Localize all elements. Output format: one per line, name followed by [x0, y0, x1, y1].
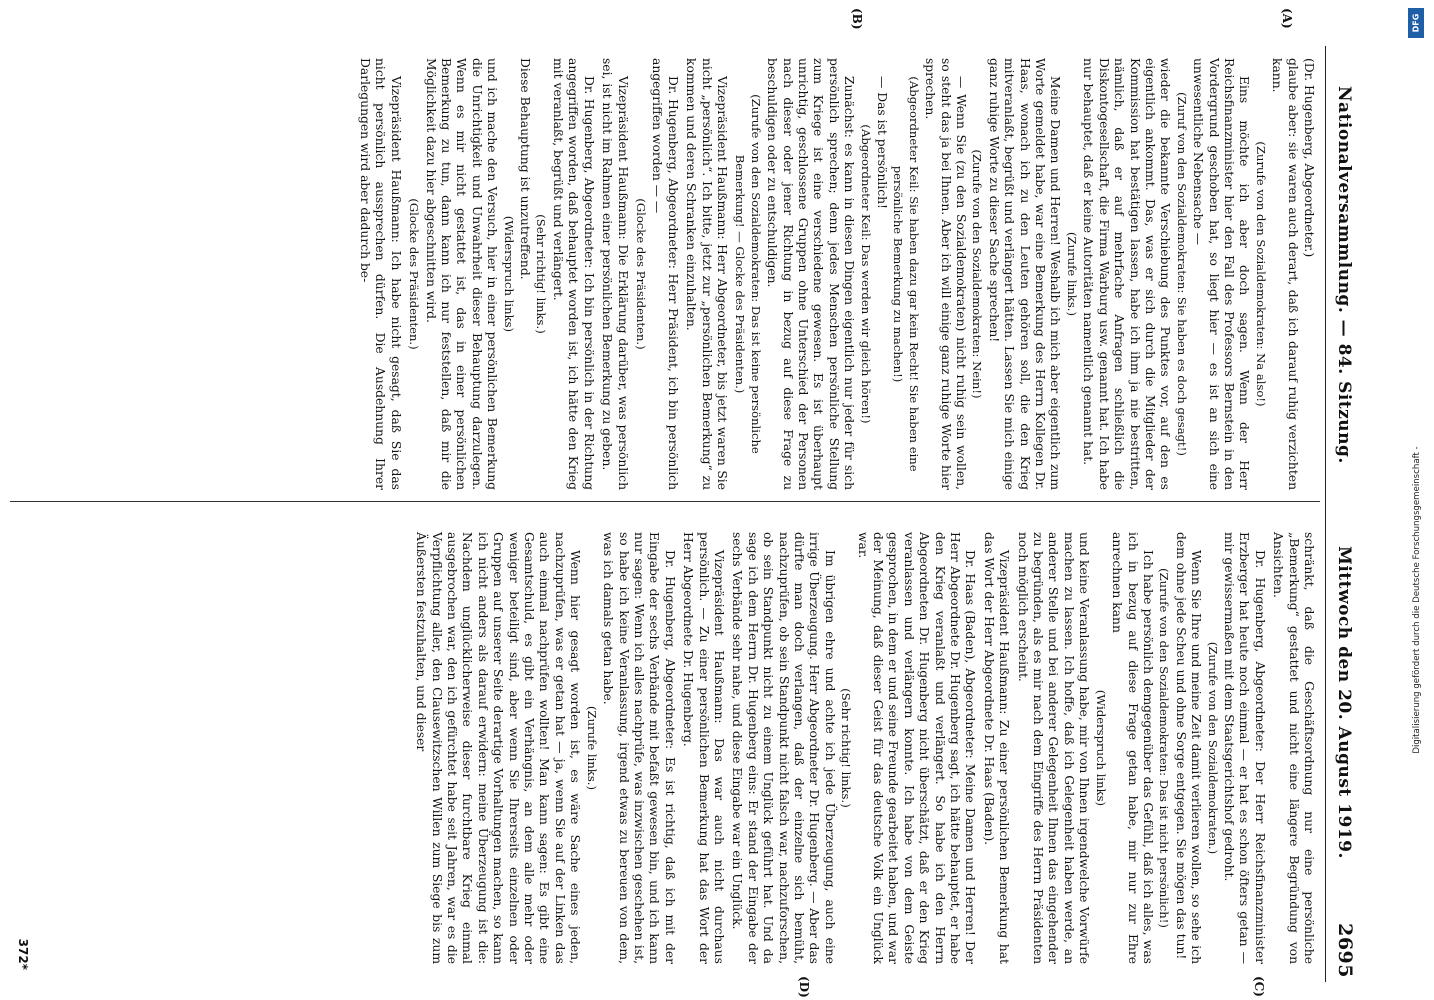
paragraph: Meine Damen und Herren! Weshalb ich mich aber eigentlich zum Worte gemeldet habe, war eine Bemerkung des Herrn Kollegen Dr. Haas, wonach ich zu den Leuten gehören soll, die den Krieg mitveranlaßt, begrüßt und verlängert hätten. Lassen Sie mich einige ganz ruhige Worte zu dieser Sache sprechen! [986, 58, 1063, 490]
paragraph: Dr. Haas (Baden), Abgeordneter: Meine Damen und Herren! Der Herr Abgeordnete Dr. Hugenberg sagt, ich hätte behauptet, er habe den Krieg veranlaßt und verlängert. So habe ich den Herrn Abgeordneten Dr. Hugenberg nicht überschätzt, daß er den Krieg veranlassen und verlängern konnte. Ich habe von dem Geiste gesprochen, in dem er und seine Freunde gearbeitet haben, und war der Meinung, daß dieser Geist für das deutsche Volk ein Unglück war. [855, 532, 978, 964]
interjection: (Zurufe links.) [1064, 232, 1079, 316]
credit-text: Digitalisierung gefördert durch die Deutsche Forschungsgemeinschaft - [1412, 446, 1422, 754]
paragraph: Wenn hier gesagt worden ist, es wäre Sache eines jeden, nachzuprüfen, was er getan hat — ja, wenn Sie auf der Linken das auch einmal nachprüfen wollten! Man kann sagen: Es gibt eine Gesamtschuld, es gibt ein Verhängnis, an dem alle mehr oder weniger beteiligt sind, aber wenn Sie Ihrerseits einzelnen oder Gruppen auf unserer Seite derartige Vorhaltungen machen, so kann ich nicht anders als darauf erwidern: meine Überzeugung ist die: Nachdem unglücklicherweise dieser furchtbare Krieg einmal ausgebrochen war, den ich gefürchtet habe seit Jahren, war es die Verpflichtung aller, den Clausewitzschen Willen zum Siege bis zum Äußersten festzuhalten, und dieser [414, 532, 583, 964]
interjection: (Abgeordneter Keil: Das werden wir gleich hören!) [858, 124, 873, 424]
interjection: (Widerspruch links) [501, 215, 516, 333]
margin-mark-b: (B) [850, 8, 864, 30]
paragraph: wieder die bekannte Verschiebung des Punktes vor, auf den es eigentlich ankommt. Das, was er sich durch die Mitglieder der Kommission hat bestätigen lassen, habe ich ihm ja nie bestritten, nämlich, daß er auf mehrfache Anfragen schließlich die Diskontogesellschaft, die Firma Warburg usw. genannt hat. Ich habe nur behauptet, daß er keine Autoritäten namentlich genannt hat. [1081, 58, 1173, 490]
digitization-credit [1400, 0, 1434, 1000]
interjection: (Zurufe von den Sozialdemokraten: Das ist nicht persönlich!) [1157, 568, 1172, 928]
header-right: Mittwoch den 20. August 1919. [1334, 546, 1354, 859]
paragraph: glaube aber: sie waren auch derart, daß ich darauf ruhig verzichten kann. [1270, 58, 1300, 490]
paragraph: Wenn Sie Ihre und meine Zeit damit verlieren wollen, so sehe ich dem ohne jede Scheu und ohne Sorge entgegen. Sie mögen das tun! [1173, 532, 1204, 964]
interjection: (Zurufe von den Sozialdemokraten: Na also!) [1253, 141, 1268, 407]
interjection: (Glocke des Präsidenten.) [633, 198, 648, 350]
interjection: (Abgeordneter Keil: Sie haben dazu gar kein Recht! Sie haben eine persönliche Bemerkung zu machen!) [891, 76, 921, 472]
paragraph: Dr. Hugenberg, Abgeordneter: Ich bin persönlich in der Richtung angegriffen worden, daß behauptet worden ist, ich hätte den Krieg mit veranlaßt, begrüßt und verlängert. [550, 58, 596, 490]
paragraph: Dr. Hugenberg, Abgeordneter: Herr Präsident, ich bin persönlich angegriffen worden — — [650, 58, 680, 490]
paragraph: schränkt, daß die Geschäftsordnung nur eine persönliche „Bemerkung“ gestattet und nicht eine längere Begründung von Ansichten. [1271, 532, 1316, 964]
signature-mark: 372* [16, 938, 30, 970]
paragraph: und keine Veranlassung habe, mir von Ihnen irgendwelche Vorwürfe machen zu lassen. Ich hoffe, daß ich Gelegenheit haben werde, an anderer Stelle und bei anderer Gelegenheit Ihnen das eingehender zu begründen, als es mir nach dem Eingriffe des Herrn Präsidenten noch möglich erscheint. [1015, 532, 1092, 964]
paragraph: Vizepräsident Haußmann: Zu einer persönlichen Bemerkung hat das Wort der Herr Abgeordnete Dr. Haas (Baden). [981, 532, 1012, 964]
header-left: Nationalversammlung. — 84. Sitzung. [1334, 86, 1354, 464]
paragraph: Vizepräsident Haußmann: Herr Abgeordneter, bis jetzt waren Sie nicht „persönlich“. Ich bitte, jetzt zur „persönlichen Bemerkung“ zu kommen und deren Schranken einzuhalten. [684, 58, 729, 490]
paragraph: und ich mache den Versuch, hier in einer persönlichen Bemerkung die Unrichtigkeit und Unwahrheit dieser Behauptung darzulegen. Wenn es mir nicht gestattet ist, das in einer persönlichen Bemerkung zu tun, dann kann ich nur feststellen, daß mir die Möglichkeit dazu hier abgeschnitten wird. [423, 58, 500, 490]
paragraph: Dr. Hugenberg, Abgeordneter: Der Herr Reichsfinanzminister Erzberger hat heute noch einmal — er hat es schon öfters getan — mir gewissermaßen mit dem Staatsgerichtshof gedroht. [1221, 532, 1267, 964]
dfg-logo [1408, 8, 1424, 38]
interjection: (Zurufe links.) [584, 706, 599, 790]
interjection: (Zuruf von den Sozialdemokraten: Sie haben es doch gesagt!) [1174, 92, 1189, 456]
paragraph: (Dr. Hugenberg, Abgeordneter.) [1302, 58, 1316, 258]
paragraph: Im übrigen ehre und achte ich jede Überzeugung, auch eine irrige Überzeugung. Herr Abgeordneter Dr. Hugenberg. — Aber das dürfte man doch verlangen, daß der einzelne sich bemüht, nachzuprüfen, ob sein Standpunkt nicht falsch war, nachzuforschen, ob sein Standpunkt nicht zu einem Unglück geführt hat. Und da sage ich dem Herrn Dr. Hugenberg eins: Er stand der Eingabe der sechs Verbände sehr nahe, und diese Eingabe war ein Unglück. [730, 532, 837, 964]
paragraph: Eins möchte ich aber doch sagen. Wenn der Herr Reichsfinanzminister hier den Fall des Professors Bernstein in den Vordergrund geschoben hat, so liegt hier — es ist an sich eine unwesentliche Nebensache — [1191, 58, 1252, 490]
interjection: (Zurufe von den Sozialdemokraten: Nein!) [970, 149, 985, 399]
interjection: (Sehr richtig! links.) [839, 688, 854, 808]
text-column-left [10, 58, 1316, 490]
interjection: (Sehr richtig! links.) [534, 214, 549, 334]
page-number: 2695 [1334, 923, 1356, 978]
paragraph: Vizepräsident Haußmann: Ich habe nicht gesagt, daß Sie das nicht persönlich aussprechen dürfen. Die Ausdehnung Ihrer Darlegungen wird aber dadurch be- [358, 58, 403, 490]
interjection: (Zurufe von den Sozialdemokraten: Das ist keine persönliche Bemerkung! — Glocke des Präsidenten.) [733, 94, 763, 454]
paragraph: Vizepräsident Haußmann: Die Erklärung darüber, was persönlich sei, ist nicht im Rahmen einer persönlichen Bemerkung zu geben. [600, 58, 630, 490]
interjection: (Widerspruch links) [1093, 689, 1108, 807]
text-column-right [10, 532, 1316, 964]
interjection: (Glocke des Präsidenten.) [407, 198, 422, 350]
paragraph: — Wenn Sie (zu den Sozialdemokraten) nicht ruhig sein wollen, so steht das ja bei Ihnen. Aber ich will einige ganz ruhige Worte hier sprechen. [923, 58, 969, 490]
interjection: (Zurufe von den Sozialdemokraten.) [1205, 641, 1220, 855]
paragraph: Vizepräsident Haußmann: Das war auch nicht durchaus persönlich. — Zu einer persönlichen Bemerkung hat das Wort der Herr Abgeordnete Dr. Hugenberg. [681, 532, 726, 964]
paragraph: Dr. Hugenberg, Abgeordneter: Es ist richtig, daß ich mit der Eingabe der sechs Verbände mit befaßt gewesen bin, und ich kann nur sagen: Wenn ich alles nachprüfe, was inzwischen geschehen ist, so habe ich keine Veranlassung, irgend etwas zu bereuen von dem, was ich damals getan habe. [601, 532, 677, 964]
dfg-logo-text: DFG [1411, 13, 1421, 33]
paragraph: Diese Behauptung ist unzutreffend. [518, 58, 533, 280]
paragraph: Ich habe persönlich demgegenüber das Gefühl, daß ich alles, was ich in bezug auf diese Frage getan habe, mir nur zur Ehre anrechnen kann [1110, 532, 1155, 964]
paragraph: Zunächst: es kann in diesen Dingen eigentlich nur jeder für sich persönlich sprechen; denn jedes Menschen persönliche Stellung zum Kriege ist eine verschiedene gewesen. Es ist überhaupt unrichtig, geschlossene Gruppen ohne Unterschied der Personen nach dieser oder jener Richtung in bezug auf diese Frage zu beschuldigen oder zu entschuldigen. [765, 58, 857, 490]
margin-mark-d: (D) [797, 976, 811, 998]
column-divider [10, 501, 1320, 502]
margin-mark-a: (A) [1280, 8, 1294, 29]
page-header [1325, 46, 1356, 982]
text-columns [10, 8, 1316, 998]
margin-mark-c: (C) [1252, 976, 1266, 997]
paragraph: — Das ist persönlich! [875, 76, 890, 209]
